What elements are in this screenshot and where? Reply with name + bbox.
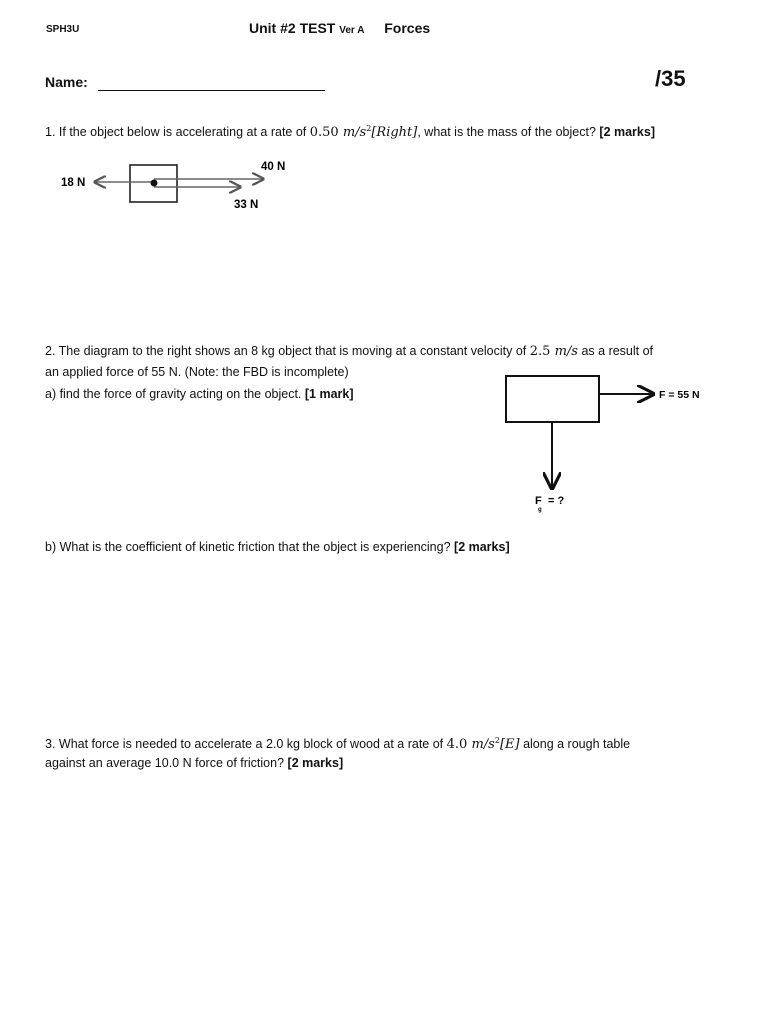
course-code: SPH3U <box>46 24 80 35</box>
question-2b <box>45 537 510 558</box>
q3-accel-unit: m/s <box>471 737 495 752</box>
q2b-marks: [2 marks] <box>454 540 510 554</box>
q3-accel-direction: [E] <box>499 737 520 752</box>
q2b-text: b) What is the coefficient of kinetic friction that the object is experiencing? <box>45 540 451 554</box>
q2-text-post: as a result of <box>581 344 654 358</box>
q3-marks: [2 marks] <box>287 756 344 770</box>
question-2a <box>45 384 354 405</box>
question-1-text <box>45 122 655 143</box>
name-blank-line <box>98 90 325 91</box>
q3-text-pre: 3. What force is needed to accelerate a 2.0 kg block of wood at a rate of <box>45 737 444 751</box>
q3-accel-value: 4.0 <box>446 737 468 752</box>
question-3-line-2 <box>45 753 343 774</box>
q2-text-pre: 2. The diagram to the right shows an 8 kg object that is moving at a constant velocity of <box>45 344 527 358</box>
version-label: Ver A <box>339 25 365 36</box>
q2-velocity-unit: m/s <box>554 344 578 359</box>
q1-accel-value: 0.50 <box>309 125 339 140</box>
q1-center-dot <box>151 180 158 187</box>
q1-acceleration <box>310 125 418 140</box>
q2-gravity-symbol: F <box>535 495 542 507</box>
q1-accel-unit: m/s <box>342 125 367 140</box>
q1-text-pre: 1. If the object below is accelerating at a rate of <box>45 125 307 139</box>
q1-label-33n: 33 N <box>234 199 259 211</box>
name-label: Name: <box>45 74 88 90</box>
q1-accel-direction: [Right] <box>371 125 418 140</box>
q3-acceleration <box>447 737 520 752</box>
q2-velocity <box>530 344 578 359</box>
q2-gravity-value: = ? <box>548 495 565 507</box>
q3-accel-exp: 2 <box>494 736 500 745</box>
q1-text-post: , what is the mass of the object? <box>417 125 596 139</box>
test-title <box>249 20 430 36</box>
topic-label: Forces <box>384 20 431 36</box>
q3-line2-text: against an average 10.0 N force of friction? <box>45 756 285 770</box>
q3-text-post: along a rough table <box>523 737 631 751</box>
q2-gravity-subscript: g <box>538 507 542 513</box>
q2a-text: a) find the force of gravity acting on the object. <box>45 387 302 401</box>
unit-label: Unit #2 TEST <box>249 20 336 36</box>
q1-label-18n: 18 N <box>61 177 86 189</box>
q2-velocity-value: 2.5 <box>529 344 551 359</box>
q2-applied-force-label: F = 55 N <box>659 389 700 401</box>
q2a-marks: [1 mark] <box>304 387 354 401</box>
question-2-line-1 <box>45 341 653 362</box>
q2-object-box <box>506 376 599 422</box>
question-3-line-1 <box>45 734 630 755</box>
q1-force-diagram <box>55 155 305 215</box>
total-score: /35 <box>655 66 686 91</box>
q2-fbd-diagram <box>500 370 720 515</box>
q1-label-40n: 40 N <box>261 161 286 173</box>
question-2-line-2: an applied force of 55 N. (Note: the FBD is incomplete) <box>45 365 349 379</box>
q1-marks: [2 marks] <box>599 125 655 139</box>
q1-accel-exp: 2 <box>366 124 372 133</box>
